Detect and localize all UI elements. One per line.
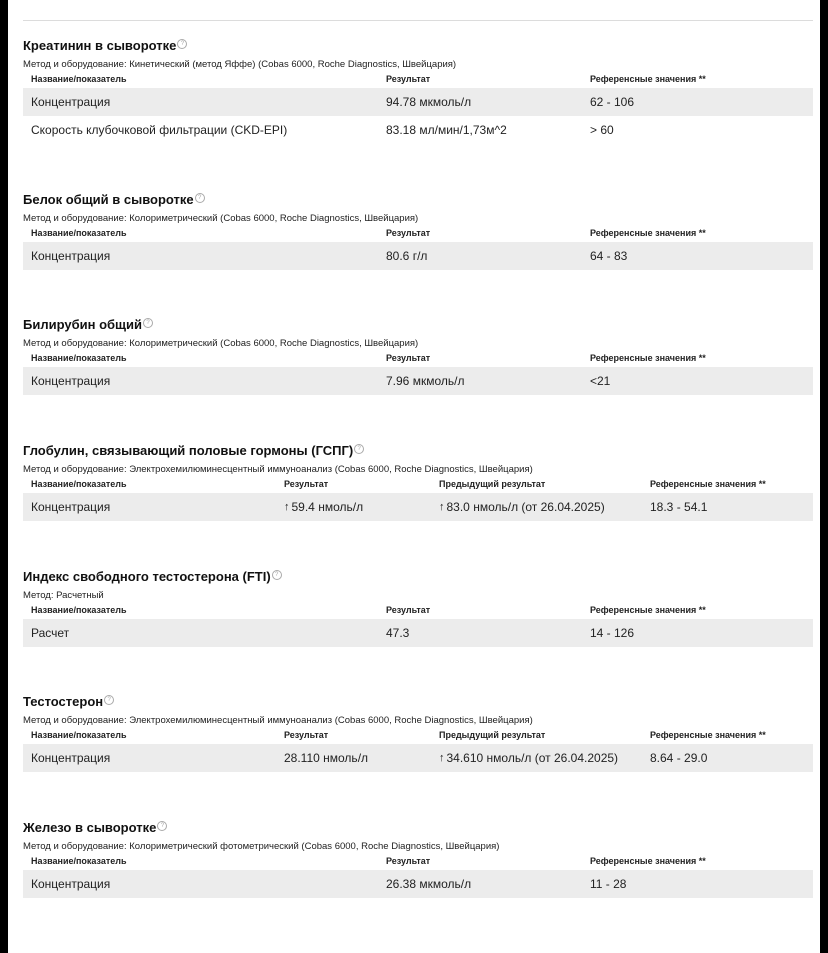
table-header bbox=[23, 228, 813, 242]
method-text: Метод и оборудование: Электрохемилюминесцентный иммуноанализ (Cobas 6000, Roche Diagnostics, Швейцария) bbox=[23, 464, 533, 475]
section-title: Билирубин общий bbox=[23, 317, 142, 332]
method-text: Метод и оборудование: Колориметрический фотометрический (Cobas 6000, Roche Diagnostics, Швейцария) bbox=[23, 841, 500, 852]
header-reference: Референсные значения ** bbox=[650, 479, 766, 489]
table-header bbox=[23, 856, 813, 870]
row-name: Концентрация bbox=[31, 374, 111, 388]
table-row bbox=[23, 619, 813, 647]
method-text: Метод: Расчетный bbox=[23, 590, 104, 601]
row-result bbox=[284, 493, 363, 521]
header-name: Название/показатель bbox=[31, 228, 127, 238]
row-previous bbox=[439, 744, 618, 772]
row-result: 7.96 мкмоль/л bbox=[386, 374, 465, 388]
header-previous: Предыдущий результат bbox=[439, 730, 546, 740]
method-text: Метод и оборудование: Кинетический (метод Яффе) (Cobas 6000, Roche Diagnostics, Швейцария) bbox=[23, 59, 457, 70]
row-name: Концентрация bbox=[31, 249, 111, 263]
header-name: Название/показатель bbox=[31, 74, 127, 84]
table-header bbox=[23, 74, 813, 88]
header-name: Название/показатель bbox=[31, 856, 127, 866]
table-header bbox=[23, 353, 813, 367]
header-name: Название/показатель bbox=[31, 353, 127, 363]
row-result: 83.18 мл/мин/1,73м^2 bbox=[386, 123, 507, 137]
header-result: Результат bbox=[386, 353, 431, 363]
section-protein bbox=[23, 192, 813, 270]
info-icon[interactable]: ? bbox=[157, 821, 167, 831]
row-reference: 64 - 83 bbox=[590, 249, 628, 263]
header-result: Результат bbox=[284, 479, 329, 489]
table-header bbox=[23, 605, 813, 619]
header-result: Результат bbox=[386, 856, 431, 866]
table-header bbox=[23, 479, 813, 493]
row-reference: <21 bbox=[590, 374, 611, 388]
header-reference: Референсные значения ** bbox=[590, 353, 706, 363]
row-reference: 11 - 28 bbox=[590, 877, 627, 891]
table-row bbox=[23, 744, 813, 772]
row-result: 80.6 г/л bbox=[386, 249, 428, 263]
arrow-up-icon: ↑ bbox=[439, 752, 445, 764]
row-reference: 14 - 126 bbox=[590, 626, 635, 640]
table-row bbox=[23, 493, 813, 521]
section-title: Индекс свободного тестостерона (FTI) bbox=[23, 569, 271, 584]
arrow-up-icon: ↑ bbox=[284, 501, 290, 513]
info-icon[interactable]: ? bbox=[143, 318, 153, 328]
section-title: Железо в сыворотке bbox=[23, 820, 157, 835]
info-icon[interactable]: ? bbox=[354, 444, 364, 454]
table-row bbox=[23, 870, 813, 898]
section-testosterone bbox=[23, 694, 813, 772]
row-reference: > 60 bbox=[590, 123, 614, 137]
method-text: Метод и оборудование: Колориметрический (Cobas 6000, Roche Diagnostics, Швейцария) bbox=[23, 338, 419, 349]
header-name: Название/показатель bbox=[31, 605, 127, 615]
info-icon[interactable]: ? bbox=[272, 570, 282, 580]
row-result: 28.110 нмоль/л bbox=[284, 751, 369, 765]
row-reference: 62 - 106 bbox=[590, 95, 635, 109]
header-reference: Референсные значения ** bbox=[590, 605, 706, 615]
row-name: Концентрация bbox=[31, 877, 111, 891]
header-reference: Референсные значения ** bbox=[650, 730, 766, 740]
row-result: 26.38 мкмоль/л bbox=[386, 877, 472, 891]
section-title: Белок общий в сыворотке bbox=[23, 192, 194, 207]
row-reference: 18.3 - 54.1 bbox=[650, 500, 708, 514]
row-name: Концентрация bbox=[31, 500, 111, 514]
row-result: 47.3 bbox=[386, 626, 410, 640]
method-text: Метод и оборудование: Колориметрический (Cobas 6000, Roche Diagnostics, Швейцария) bbox=[23, 213, 419, 224]
row-result: 94.78 мкмоль/л bbox=[386, 95, 472, 109]
row-name: Расчет bbox=[31, 626, 70, 640]
header-reference: Референсные значения ** bbox=[590, 74, 706, 84]
table-row bbox=[23, 116, 813, 144]
lab-report-page bbox=[8, 0, 820, 953]
row-name: Скорость клубочковой фильтрации (CKD-EPI) bbox=[31, 123, 288, 137]
section-fti bbox=[23, 569, 813, 647]
result-value: 59.4 нмоль/л bbox=[291, 500, 364, 514]
row-reference: 8.64 - 29.0 bbox=[650, 751, 708, 765]
info-icon[interactable]: ? bbox=[195, 193, 205, 203]
previous-value: 34.610 нмоль/л (от 26.04.2025) bbox=[446, 751, 619, 765]
header-result: Результат bbox=[386, 228, 431, 238]
info-icon[interactable]: ? bbox=[177, 39, 187, 49]
section-iron bbox=[23, 820, 813, 898]
header-reference: Референсные значения ** bbox=[590, 228, 706, 238]
previous-value: 83.0 нмоль/л (от 26.04.2025) bbox=[446, 500, 605, 514]
section-title: Креатинин в сыворотке bbox=[23, 38, 177, 53]
row-name: Концентрация bbox=[31, 751, 111, 765]
table-row bbox=[23, 242, 813, 270]
table-row bbox=[23, 367, 813, 395]
section-creatinine bbox=[23, 38, 813, 144]
info-icon[interactable]: ? bbox=[104, 695, 114, 705]
table-row bbox=[23, 88, 813, 116]
section-title: Глобулин, связывающий половые гормоны (ГСПГ) bbox=[23, 443, 354, 458]
method-text: Метод и оборудование: Электрохемилюминесцентный иммуноанализ (Cobas 6000, Roche Diagnostics, Швейцария) bbox=[23, 715, 533, 726]
arrow-up-icon: ↑ bbox=[439, 501, 445, 513]
divider bbox=[23, 20, 813, 21]
row-previous bbox=[439, 493, 605, 521]
header-result: Результат bbox=[386, 605, 431, 615]
header-name: Название/показатель bbox=[31, 730, 127, 740]
header-previous: Предыдущий результат bbox=[439, 479, 546, 489]
header-name: Название/показатель bbox=[31, 479, 127, 489]
header-reference: Референсные значения ** bbox=[590, 856, 706, 866]
section-shbg bbox=[23, 443, 813, 521]
header-result: Результат bbox=[284, 730, 329, 740]
row-name: Концентрация bbox=[31, 95, 111, 109]
section-bilirubin bbox=[23, 317, 813, 395]
header-result: Результат bbox=[386, 74, 431, 84]
section-title: Тестостерон bbox=[23, 694, 104, 709]
table-header bbox=[23, 730, 813, 744]
